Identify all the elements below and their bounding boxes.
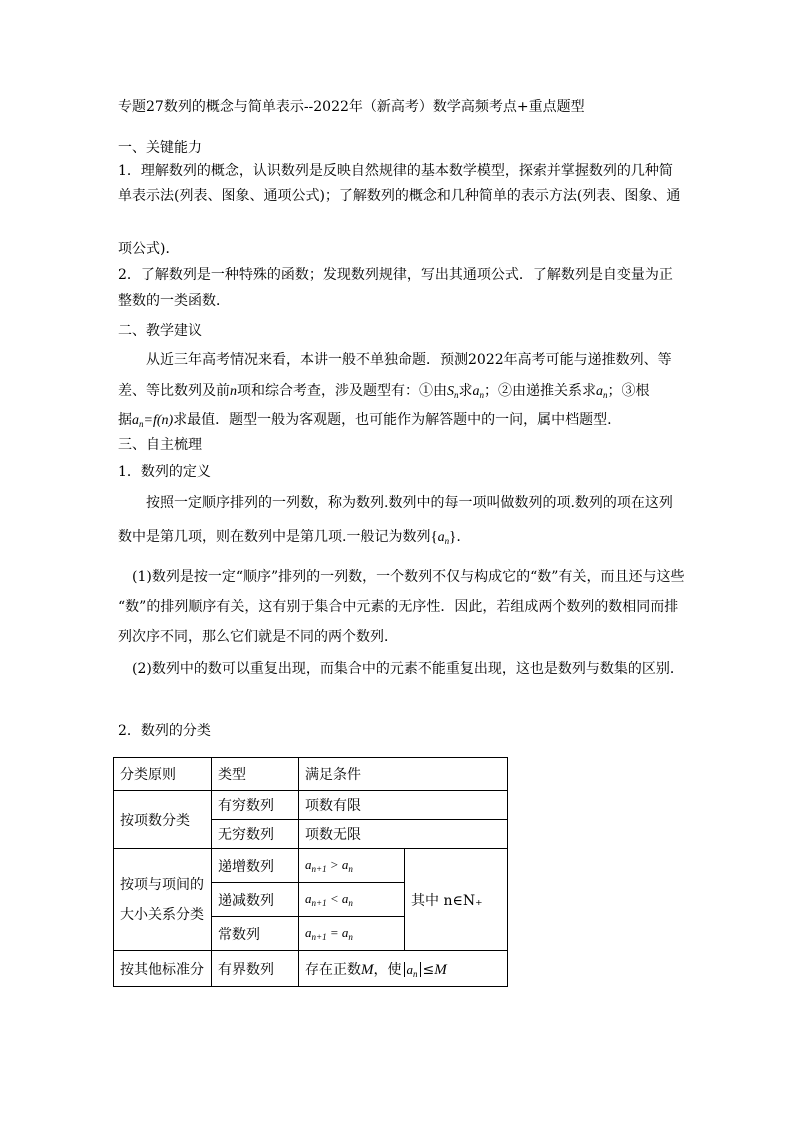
paragraph-line: “数”的排列顺序有关，这有别于集合中元素的无序性．因此，若组成两个数列的数相同而排	[118, 599, 679, 615]
text-run: 据	[118, 412, 132, 428]
paragraph-line: 单表示法(列表、图象、通项公式)；了解数列的概念和几种简单的表示方法(列表、图象、通	[118, 188, 681, 204]
table-cell: 按其他标准分	[114, 951, 212, 987]
subsection-heading: 2．数列的分类	[118, 723, 211, 739]
paragraph-line: (2)数列中的数可以重复出现，而集合中的元素不能重复出现，这也是数列与数集的区别．	[132, 661, 684, 677]
table-cell	[299, 849, 405, 883]
paragraph-line: 整数的一类函数．	[118, 293, 230, 309]
math-n: n	[230, 384, 237, 399]
table-header-cell: 分类原则	[114, 758, 212, 791]
table-cell: 有界数列	[212, 951, 299, 987]
table-row	[114, 791, 508, 820]
math-S: S	[447, 384, 454, 399]
subsection-heading: 1．数列的定义	[118, 464, 211, 480]
paragraph-line	[118, 410, 612, 434]
classification-table	[113, 757, 508, 987]
paragraph-line	[118, 527, 461, 551]
math-sub: n	[479, 390, 484, 400]
paragraph-line: 从近三年高考情况来看，本讲一般不单独命题．预测2022年高考可能与递推数列、等	[146, 352, 672, 368]
brace-left: {	[430, 529, 438, 545]
math-sub: n	[603, 390, 608, 400]
math-sub: n	[454, 390, 459, 400]
table-cell	[299, 951, 508, 987]
paragraph-line	[118, 381, 650, 405]
table-header-row	[114, 758, 508, 791]
table-cell: 常数列	[212, 917, 299, 951]
math-M: M	[361, 961, 374, 978]
table-cell	[114, 849, 212, 951]
table-cell: 有穷数列	[212, 791, 299, 820]
table-cell: 递减数列	[212, 883, 299, 917]
text-run: 数中是第几项，则在数列中是第几项.一般记为数列	[118, 529, 431, 545]
cell-line: 大小关系分类	[120, 906, 204, 923]
text-run: 求最值．题型一般为客观题，也可能作为解答题中的一问，属中档题型.	[173, 412, 612, 428]
document-title: 专题27数列的概念与简单表示--2022年（新高考）数学高频考点+重点题型	[118, 99, 585, 115]
text-run: ；②由递推关系求	[484, 383, 596, 399]
math-sub: n	[444, 536, 450, 546]
table-header-cell: 类型	[212, 758, 299, 791]
brace-right: }	[449, 529, 457, 545]
text-run: .	[456, 529, 461, 545]
section-2-heading: 二、教学建议	[118, 323, 202, 339]
table-cell: 其中 n∈N₊	[405, 849, 508, 951]
table-row	[114, 951, 508, 987]
leq-symbol: ≤	[422, 961, 435, 978]
table-header-cell: 满足条件	[299, 758, 508, 791]
text-run: 项和综合考查，涉及题型有：①由	[237, 383, 447, 399]
paragraph-line: 列次序不同，那么它们就是不同的两个数列．	[118, 629, 398, 645]
table-cell: 项数无限	[299, 820, 508, 849]
math-M: M	[434, 961, 447, 978]
math-fn: =f(n)	[143, 413, 174, 428]
math-a: a	[132, 413, 139, 428]
math-expr: $a_{n+1} > a_n$	[305, 857, 353, 874]
paragraph-line: 项公式)．	[118, 241, 180, 257]
math-a: a	[596, 384, 603, 399]
math-a: a	[472, 384, 480, 399]
text-run: 差、等比数列及前	[118, 383, 230, 399]
math-a: a	[437, 530, 445, 545]
math-sub: n	[139, 419, 144, 429]
text-run: ，使	[373, 961, 402, 978]
table-cell: 无穷数列	[212, 820, 299, 849]
text-run: 求	[458, 383, 473, 399]
table-cell: 项数有限	[299, 791, 508, 820]
paragraph-line: 2．了解数列是一种特殊的函数；发现数列规律，写出其通项公式．了解数列是自变量为正	[118, 267, 673, 283]
section-1-heading: 一、关键能力	[118, 140, 202, 156]
math-expr: $a_{n+1} = a_n$	[305, 925, 353, 942]
math-abs: $a_n$	[404, 962, 421, 977]
text-run: 存在正数	[305, 961, 361, 978]
table-cell: 按项数分类	[114, 791, 212, 849]
paragraph-line: 按照一定顺序排列的一列数，称为数列.数列中的每一项叫做数列的项.数列的项在这列	[146, 495, 673, 511]
text-run: ；③根	[607, 383, 650, 399]
table-cell	[299, 883, 405, 917]
cell-line: 按项与项间的	[120, 876, 204, 893]
paragraph-line: (1)数列是按一定“顺序”排列的一列数，一个数列不仅与构成它的“数”有关，而且还与这些	[132, 569, 685, 585]
paragraph-line: 1．理解数列的概念，认识数列是反映自然规律的基本数学模型，探索并掌握数列的几种简	[118, 163, 673, 179]
table-row	[114, 849, 508, 883]
section-3-heading: 三、自主梳理	[118, 437, 202, 453]
table-cell: 递增数列	[212, 849, 299, 883]
table-cell	[299, 917, 405, 951]
math-expr: $a_{n+1} < a_n$	[305, 891, 353, 908]
